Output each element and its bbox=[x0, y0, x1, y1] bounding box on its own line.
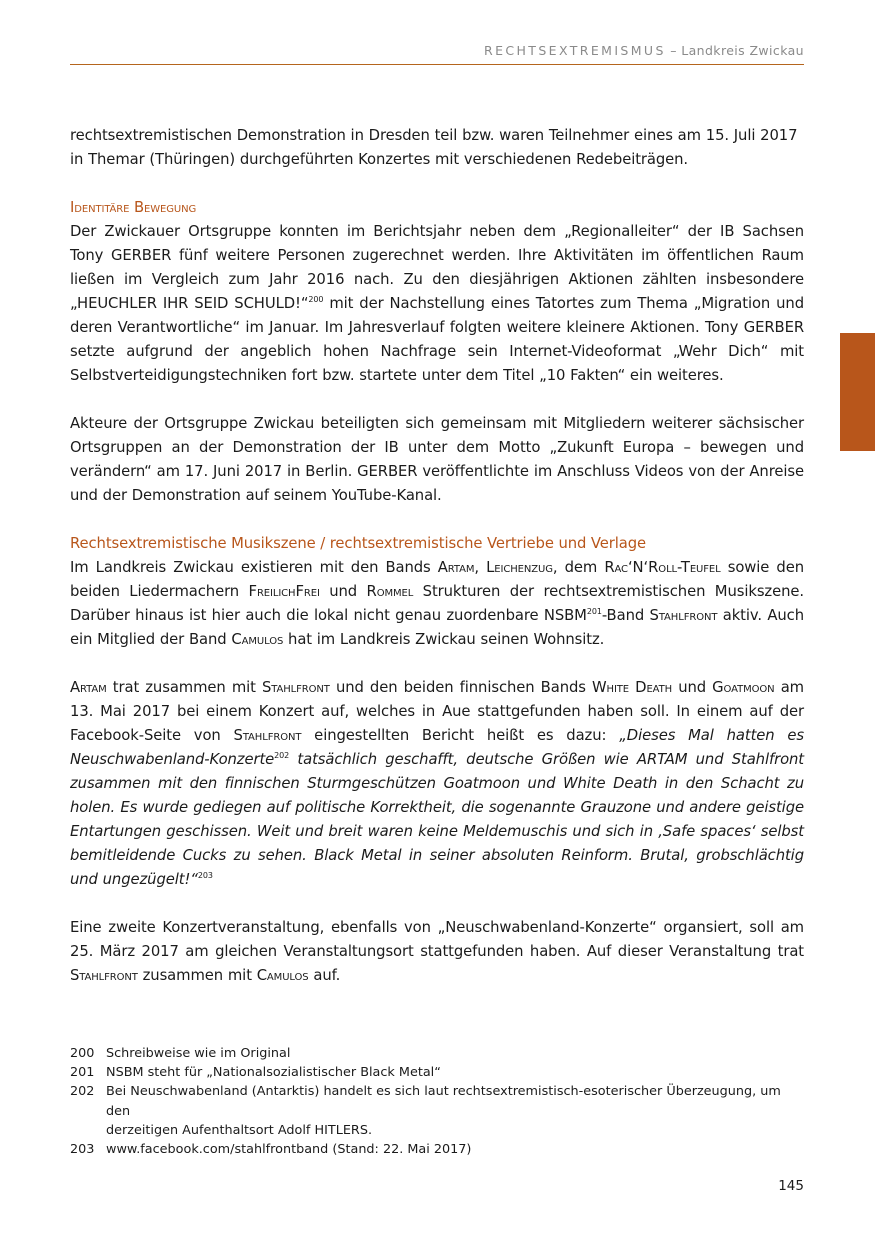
footnote-text: www.facebook.com/stahlfrontband (Stand: 22. Mai 2017) bbox=[106, 1142, 472, 1158]
text-run: Im Landkreis Zwickau existieren mit den Bands bbox=[70, 559, 438, 576]
band-name-camulos: Camulos bbox=[256, 967, 309, 984]
chapter-tab-marker bbox=[840, 333, 875, 451]
text-run: hat im Landkreis Zwickau seinen Wohnsitz. bbox=[283, 631, 605, 648]
text-run: Eine zweite Konzertveranstaltung, ebenfalls von „Neuschwabenland-Konzerte“ organsiert, soll am 25. März 2017 am gleichen Veranstaltungsort stattgefunden haben. Auf dieser Veranstaltung trat bbox=[70, 919, 804, 960]
footnote-ref-200: 200 bbox=[308, 295, 324, 304]
band-name-stahlfront: Stahlfront bbox=[70, 967, 138, 984]
text-run: auf. bbox=[308, 967, 341, 984]
band-name-stahlfront: Stahlfront bbox=[233, 727, 302, 744]
text-run: eingestellten Bericht heißt es dazu: bbox=[301, 727, 620, 744]
footnote-ref-203: 203 bbox=[197, 871, 213, 880]
artist-name-rommel: Rommel bbox=[366, 583, 414, 600]
header-title: RECHTSEXTREMISMUS bbox=[484, 43, 666, 58]
quote-text: „Dieses Mal hatten es Neuschwabenland-Konzerte bbox=[70, 727, 804, 768]
footnote-ref-201: 201 bbox=[586, 607, 602, 616]
band-name-artam: Artam bbox=[437, 559, 475, 576]
band-name-stahlfront: Stahlfront bbox=[649, 607, 718, 624]
heading-identitaere-bewegung: Identitäre Bewegung bbox=[70, 199, 197, 216]
footnote-text: NSBM steht für „Nationalsozialistischer Black Metal“ bbox=[106, 1065, 441, 1081]
footnote-201 bbox=[70, 1063, 804, 1082]
footnote-number: 200 bbox=[70, 1046, 95, 1061]
text-run: und den beiden finnischen Bands bbox=[329, 679, 592, 696]
band-name-leichenzug: Leichenzug bbox=[486, 559, 553, 576]
main-content bbox=[70, 124, 804, 988]
paragraph-music-2: Artam trat zusammen mit Stahlfront und den beiden finnischen Bands White Death und Goatmoon am 13. Mai 2017 bei einem Konzert auf, welches in Aue stattgefunden haben soll. In einem auf der Facebook-Seite von Stahlfront eingestellten Bericht heißt es dazu: „Dieses Mal hatten es Neuschwabenland-Konzerte$^{202}$ tatsächlich geschafft, deutsche Größen wie ARTAM und Stahlfront zusammen mit den finnischen Sturmgeschützen Goatmoon und White Death in den Schacht zu holen. Es wurde gediegen auf politische Korrektheit, die sogenannte Grauzone und andere geistige Entartungen geschissen. Weit und breit waren keine Meldemuschis und sich in ‚Safe spaces‘ selbst bemitleidende Cucks zu sehen. Black Metal in seiner absoluten Reinform. Brutal, grobschlächtig und ungezügelt!“$^{203}$ bbox=[70, 679, 804, 888]
text-run: , dem bbox=[552, 559, 605, 576]
text-run: und bbox=[319, 583, 367, 600]
text-run: trat zusammen mit bbox=[106, 679, 262, 696]
quote-text: tatsächlich geschafft, deutsche Größen wie ARTAM und Stahlfront zusammen mit den finnischen Sturmgeschützen Goatmoon und White Death in den Schacht zu holen. Es wurde gediegen auf politische Korrektheit, die sogenannte Grauzone und andere geistige Entartungen geschissen. Weit und breit waren keine Meldemuschis und sich in ‚Safe spaces‘ selbst bemitleidende Cucks zu sehen. Black Metal in seiner absoluten Reinform. Brutal, grobschlächtig und ungezügelt!“ bbox=[70, 751, 804, 888]
footnote-number: 201 bbox=[70, 1065, 95, 1081]
paragraph-intro: rechtsextremistischen Demonstration in Dresden teil bzw. waren Teilnehmer eines am 15. Juli 2017 in Themar (Thüringen) durchgeführten Konzertes mit verschiedenen Redebeiträgen. bbox=[70, 127, 798, 168]
footnotes bbox=[70, 1044, 804, 1159]
paragraph-music-1: Im Landkreis Zwickau existieren mit den Bands Artam, Leichenzug, dem Rac‘N‘Roll-Teufel sowie den beiden Liedermachern FreilichFrei und Rommel Strukturen der rechtsextremistischen Musikszene. Darüber hinaus ist hier auch die lokal nicht genau zuordenbare NSBM$^{201}$-Band Stahlfront aktiv. Auch ein Mitglied der Band Camulos hat im Landkreis Zwickau seinen Wohnsitz. bbox=[70, 559, 804, 648]
footnote-ref-202: 202 bbox=[274, 751, 290, 760]
text-run: Der Zwickauer Ortsgruppe konnten im Berichtsjahr neben dem „Regionalleiter“ der IB Sachsen Tony GERBER fünf weitere Personen zugerechnet werden. Ihre Aktivitäten im öffentlichen Raum ließen im Vergleich zum Jahr 2016 nach. Zu den diesjährigen Aktionen zählten insbesondere „HEUCHLER IHR SEID SCHULD!“ bbox=[70, 223, 804, 312]
text-run: Strukturen der rechtsextremistischen Musikszene. Darüber hinaus ist hier auch die lokal nicht genau zuordenbare NSBM bbox=[70, 583, 804, 624]
band-name-white-death: White Death bbox=[592, 679, 673, 696]
footnote-202 bbox=[70, 1082, 804, 1140]
band-name-goatmoon: Goatmoon bbox=[712, 679, 775, 696]
text-run: mit der Nachstellung eines Tatortes zum Thema „Migration und deren Verantwortliche“ im Januar. Im Jahresverlauf folgten weitere kleinere Aktionen. Tony GERBER setzte aufgrund der angeblich hohen Nachfrage sein Internet-Videoformat „Wehr Dich“ mit Selbstverteidigungstechniken fort bzw. startete unter dem Titel „10 Fakten“ ein weiteres. bbox=[70, 295, 804, 384]
footnote-number: 203 bbox=[70, 1142, 95, 1158]
text-run: sowie den beiden Liedermachern bbox=[70, 559, 804, 600]
footnote-203 bbox=[70, 1140, 804, 1159]
band-name-racnroll: Rac‘N‘Roll-Teufel bbox=[604, 559, 721, 576]
band-name-stahlfront: Stahlfront bbox=[262, 679, 330, 696]
text-run: zusammen mit bbox=[137, 967, 257, 984]
text-run: aktiv. Auch ein Mitglied der Band bbox=[70, 607, 804, 648]
footnote-text: Bei Neuschwabenland (Antarktis) handelt es sich laut rechtsextremistisch-esoterischer Überzeugung, um den derzeitigen Aufenthaltsort Adolf HITLERS. bbox=[106, 1084, 781, 1138]
text-run: -Band bbox=[601, 607, 650, 624]
text-run: am 13. Mai 2017 bei einem Konzert auf, welches in Aue stattgefunden haben soll. In einem auf der Facebook-Seite von bbox=[70, 679, 804, 744]
paragraph-music-3 bbox=[70, 916, 804, 988]
footnote-text: Schreibweise wie im Original bbox=[106, 1046, 291, 1061]
page-number: 145 bbox=[778, 1178, 804, 1194]
heading-musikszene: Rechtsextremistische Musikszene / rechtsextremistische Vertriebe und Verlage bbox=[70, 535, 647, 552]
artist-name-freilichfrei: FreilichFrei bbox=[248, 583, 320, 600]
running-header bbox=[70, 43, 804, 58]
header-subtitle: – Landkreis Zwickau bbox=[665, 43, 804, 58]
footnote-200 bbox=[70, 1044, 804, 1063]
header-rule bbox=[70, 64, 804, 65]
footnote-number: 202 bbox=[70, 1084, 95, 1100]
paragraph-ib-2: Akteure der Ortsgruppe Zwickau beteiligten sich gemeinsam mit Mitgliedern weiterer sächsischer Ortsgruppen an der Demonstration der IB unter dem Motto „Zukunft Europa – bewegen und verändern“ am 17. Juni 2017 in Berlin. GERBER veröffentlichte im Anschluss Videos von der Anreise und der Demonstration auf seinem YouTube-Kanal. bbox=[70, 415, 804, 504]
band-name-camulos: Camulos bbox=[231, 631, 284, 648]
paragraph-ib-1 bbox=[70, 220, 804, 388]
band-name-artam: Artam bbox=[70, 679, 107, 696]
